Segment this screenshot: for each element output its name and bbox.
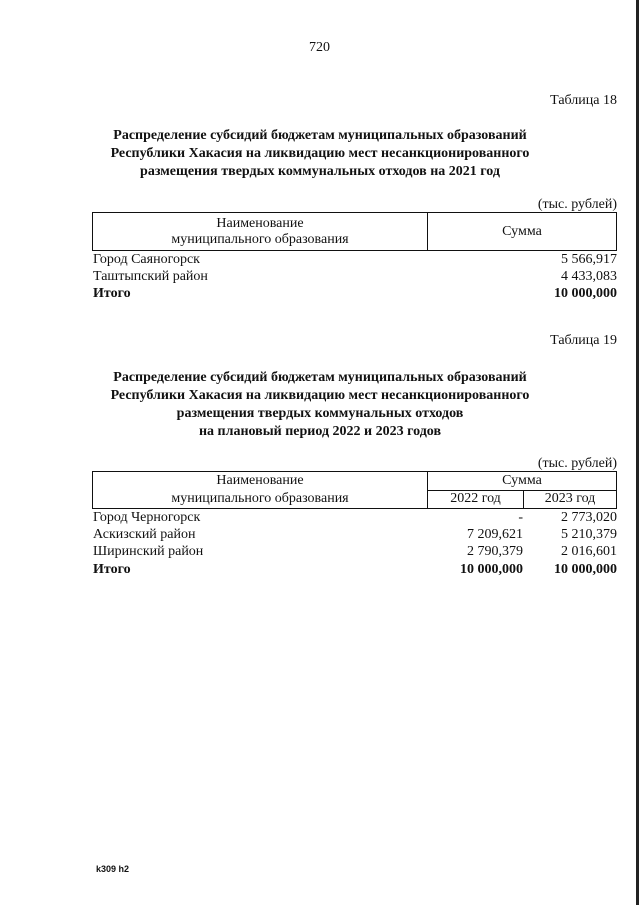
row-amount: 5 566,917	[561, 252, 617, 267]
row-name: Город Черногорск	[93, 510, 201, 525]
table-18-title-line: Республики Хакасия на ликвидацию мест несанкционированного	[110, 146, 530, 161]
total-2022-value: 10 000,000	[460, 562, 523, 577]
header-name-line1: Наименование	[216, 473, 304, 488]
row-name: Ширинский район	[93, 544, 204, 559]
table-row	[93, 527, 617, 544]
row-2023-value: 2 016,601	[561, 544, 617, 559]
total-amount: 10 000,000	[554, 286, 617, 301]
header-name-line1: Наименование	[216, 215, 304, 231]
header-name-cell	[93, 472, 428, 509]
header-2022-cell: 2022 год	[428, 490, 524, 509]
row-name: Аскизский район	[93, 527, 196, 542]
table-19-title-line: на плановый период 2022 и 2023 годов	[198, 424, 442, 439]
table-18-label: Таблица 18	[550, 93, 617, 108]
table-row	[93, 252, 617, 269]
table-total-row	[93, 562, 617, 579]
header-sum-cell: Сумма	[428, 472, 617, 491]
footer-code: k309 h2	[96, 864, 130, 874]
table-19-title-line: Распределение субсидий бюджетам муниципальных образований	[113, 370, 527, 385]
table-19-units: (тыс. рублей)	[537, 456, 617, 471]
table-row	[93, 544, 617, 561]
row-2022-value: 2 790,379	[467, 544, 523, 559]
row-2022-value: 7 209,621	[467, 527, 523, 542]
table-row	[93, 510, 617, 527]
table-row	[93, 269, 617, 286]
row-amount: 4 433,083	[561, 269, 617, 284]
total-label: Итого	[93, 562, 131, 577]
header-name-line2: муниципального образования	[171, 491, 349, 506]
table-18-units: (тыс. рублей)	[537, 197, 617, 212]
row-2023-value: 5 210,379	[561, 527, 617, 542]
table-19-title	[60, 369, 580, 441]
table-19-title-line: Республики Хакасия на ликвидацию мест несанкционированного	[110, 388, 530, 403]
total-2023-value: 10 000,000	[554, 562, 617, 577]
header-sum-cell: Сумма	[428, 213, 617, 251]
table-19-header	[92, 471, 617, 509]
table-19-title-line: размещения твердых коммунальных отходов	[176, 406, 464, 421]
page-number: 720	[309, 40, 330, 55]
table-18-title-line: размещения твердых коммунальных отходов на 2021 год	[140, 164, 500, 179]
row-name: Таштыпский район	[93, 269, 208, 284]
table-18-title	[60, 127, 580, 181]
total-label: Итого	[93, 286, 131, 301]
table-total-row	[93, 286, 617, 303]
table-18-header	[92, 212, 617, 251]
table-19-label: Таблица 19	[550, 333, 617, 348]
header-name-cell	[93, 213, 428, 251]
header-name-line2: муниципального образования	[171, 231, 349, 247]
row-2023-value: 2 773,020	[561, 510, 617, 525]
row-name: Город Саяногорск	[93, 252, 200, 267]
table-18-title-line: Распределение субсидий бюджетам муниципальных образований	[113, 128, 527, 143]
row-2022-value: -	[518, 510, 523, 525]
header-2023-cell: 2023 год	[524, 490, 617, 509]
